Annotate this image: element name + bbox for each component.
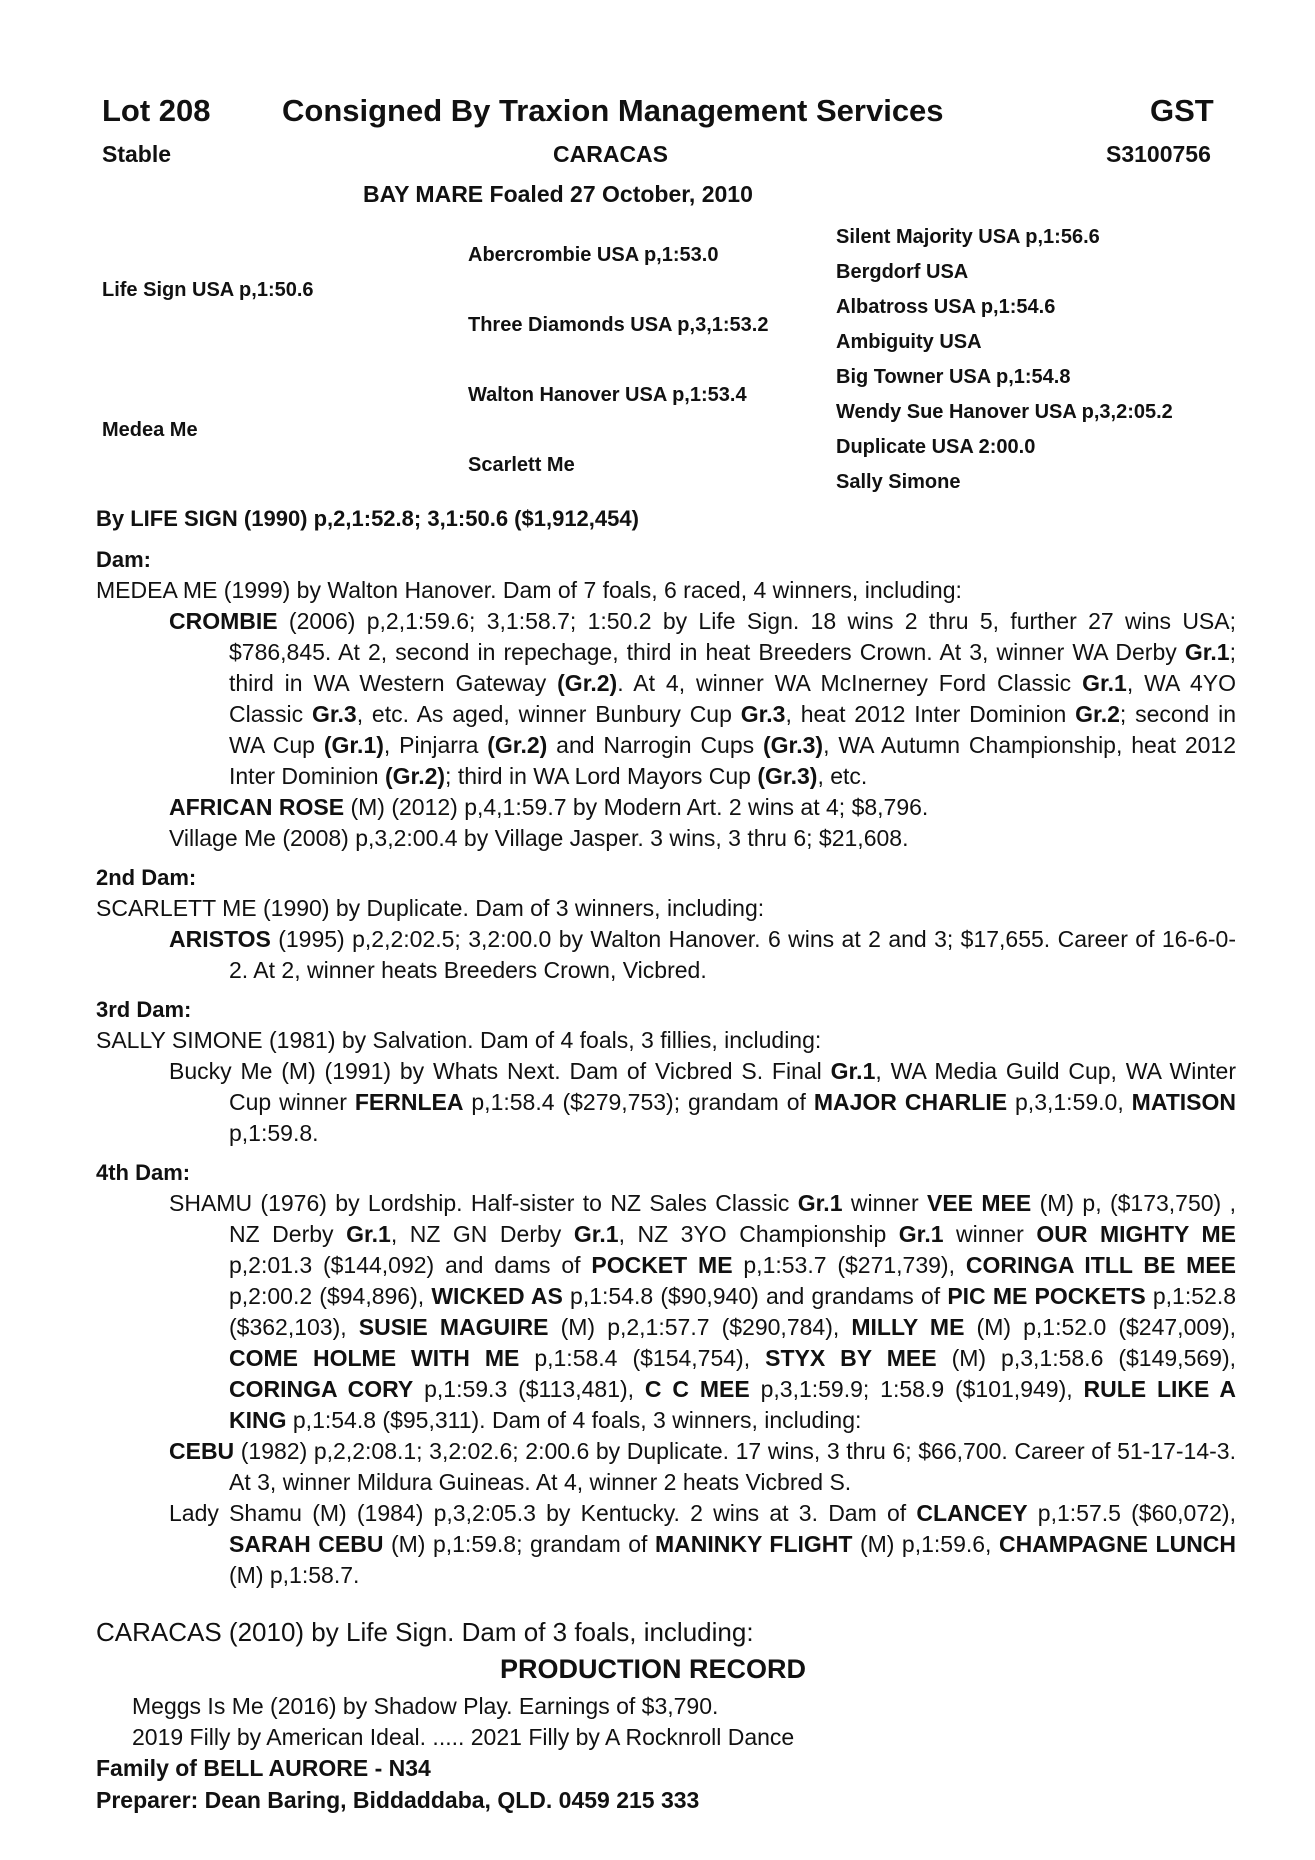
- dam: Medea Me: [102, 419, 198, 441]
- text-run: , NZ GN Derby: [390, 1221, 574, 1247]
- bold-name: CORINGA ITLL BE MEE: [965, 1252, 1237, 1278]
- consignor: Consigned By Traxion Management Services: [282, 93, 944, 128]
- text-run: (M) p, ($173,750) , NZ Derby: [229, 1190, 1236, 1247]
- progeny-bucky-me: Bucky Me (M) (1991) by Whats Next. Dam of Vicbred S. Final Gr.1, WA Media Guild Cup, WA Winter Cup winner FERNLEA p,1:58.4 ($279,753); grandam of MAJOR CHARLIE p,3,1:59.0, MATISON p,1:59.8.: [169, 1058, 1236, 1146]
- bold-name: Gr.1: [573, 1221, 619, 1247]
- progeny-crombie: CROMBIE (2006) p,2,1:59.6; 3,1:58.7; 1:50.2 by Life Sign. 18 wins 2 thru 5, further 27 wins USA; $786,845. At 2, second in repechage, third in heat Breeders Crown. At 3, winner WA Derby Gr.1; third in WA Western Gateway (Gr.2). At 4, winner WA McInerney Ford Classic Gr.1, WA 4YO Classic Gr.3, etc. As aged, winner Bunbury Cup Gr.3, heat 2012 Inter Dominion Gr.2; second in WA Cup (Gr.1), Pinjarra (Gr.2) and Narrogin Cups (Gr.3), WA Autumn Championship, heat 2012 Inter Dominion (Gr.2); third in WA Lord Mayors Cup (Gr.3), etc.: [169, 608, 1237, 789]
- progeny-lady-shamu: [169, 1498, 1237, 1591]
- gen3-5: Big Towner USA p,1:54.8: [836, 366, 1071, 388]
- gen3-7: Duplicate USA 2:00.0: [836, 436, 1036, 458]
- text-run: Lady Shamu (M) (1984) p,3,2:05.3 by Kentucky. 2 wins at 3. Dam of: [169, 1500, 917, 1526]
- second-dam-section: [96, 862, 1236, 986]
- text-run: p,1:53.7 ($271,739),: [732, 1252, 966, 1278]
- bold-name: MILLY ME: [851, 1314, 965, 1340]
- progeny-name: CROMBIE: [169, 608, 278, 634]
- dam-sire: Walton Hanover USA p,1:53.4: [468, 384, 747, 406]
- gen3-1: Silent Majority USA p,1:56.6: [836, 226, 1100, 248]
- preparer-line: Preparer: Dean Baring, Biddaddaba, QLD. 0459 215 333: [96, 1787, 700, 1813]
- horse-code: S3100756: [1106, 141, 1211, 167]
- gen3-2: Bergdorf USA: [836, 261, 969, 283]
- gen3-6: Wendy Sue Hanover USA p,3,2:05.2: [836, 401, 1173, 423]
- text-run: p,1:52.8 ($362,103),: [229, 1283, 1237, 1340]
- sire-sire: Abercrombie USA p,1:53.0: [468, 244, 719, 266]
- gen3-3: Albatross USA p,1:54.6: [836, 296, 1056, 318]
- bold-name: CLANCEY: [916, 1500, 1028, 1526]
- text-run: , NZ 3YO Championship: [618, 1221, 899, 1247]
- second-dam-intro: SCARLETT ME (1990) by Duplicate. Dam of 3 winners, including:: [96, 895, 765, 921]
- third-dam-section: [96, 994, 1236, 1149]
- bold-name: COME HOLME WITH ME: [229, 1345, 520, 1371]
- text-run: p,2:00.2 ($94,896),: [229, 1283, 432, 1309]
- text-run: p,1:54.8 ($90,940) and grandams of: [562, 1283, 948, 1309]
- text-run: (M) p,1:59.8; grandam of: [383, 1531, 655, 1557]
- sire: Life Sign USA p,1:50.6: [102, 279, 314, 301]
- bold-name: Gr.1: [346, 1221, 391, 1247]
- dam-intro: MEDEA ME (1999) by Walton Hanover. Dam of 7 foals, 6 raced, 4 winners, including:: [96, 577, 962, 603]
- sire-dam: Three Diamonds USA p,3,1:53.2: [468, 314, 769, 336]
- dam-heading: Dam:: [96, 547, 152, 572]
- bold-name: CHAMPAGNE LUNCH: [998, 1531, 1237, 1557]
- sire-summary: By LIFE SIGN (1990) p,2,1:52.8; 3,1:50.6 ($1,912,454): [96, 506, 639, 531]
- text-run: (M) p,3,1:58.6 ($149,569),: [936, 1345, 1236, 1371]
- bold-name: WICKED AS: [431, 1283, 563, 1309]
- production-line-2: 2019 Filly by American Ideal. ..... 2021 Filly by A Rocknroll Dance: [132, 1724, 795, 1750]
- family-line: Family of BELL AURORE - N34: [96, 1755, 431, 1781]
- bold-name: VEE MEE: [926, 1190, 1032, 1216]
- fourth-dam-intro: [169, 1188, 1237, 1436]
- bold-name: STYX BY MEE: [765, 1345, 937, 1371]
- horse-name: CARACAS: [553, 141, 668, 167]
- gen3-4: Ambiguity USA: [836, 331, 982, 353]
- text-run: p,1:57.5 ($60,072),: [1027, 1500, 1236, 1526]
- text-run: p,1:58.4 ($154,754),: [519, 1345, 766, 1371]
- text-run: p,3,1:59.9; 1:58.9 ($101,949),: [749, 1376, 1084, 1402]
- text-run: (M) p,1:59.6,: [852, 1531, 999, 1557]
- bold-name: CORINGA CORY: [229, 1376, 414, 1402]
- bold-name: OUR MIGHTY ME: [1036, 1221, 1236, 1247]
- bold-name: PIC ME POCKETS: [947, 1283, 1146, 1309]
- horse-description: BAY MARE Foaled 27 October, 2010: [363, 181, 753, 207]
- dam-dam: Scarlett Me: [468, 454, 575, 476]
- production-line-1: Meggs Is Me (2016) by Shadow Play. Earnings of $3,790.: [132, 1693, 719, 1719]
- bold-name: Gr.1: [898, 1221, 944, 1247]
- dam-section: [96, 544, 1236, 854]
- text-run: winner: [943, 1221, 1037, 1247]
- text-run: p,1:59.3 ($113,481),: [413, 1376, 645, 1402]
- bold-name: RULE LIKE A KING: [229, 1376, 1236, 1433]
- text-run: SHAMU (1976) by Lordship. Half-sister to NZ Sales Classic: [169, 1190, 798, 1216]
- production-intro: CARACAS (2010) by Life Sign. Dam of 3 foals, including:: [96, 1617, 754, 1647]
- third-dam-heading: 3rd Dam:: [96, 997, 192, 1022]
- progeny-cebu: CEBU (1982) p,2,2:08.1; 3,2:02.6; 2:00.6 by Duplicate. 17 wins, 3 thru 6; $66,700. Career of 51-17-14-3. At 3, winner Mildura Guineas. At 4, winner 2 heats Vicbred S.: [169, 1438, 1236, 1495]
- gen3-8: Sally Simone: [836, 471, 961, 493]
- progeny-aristos: ARISTOS (1995) p,2,2:02.5; 3,2:00.0 by Walton Hanover. 6 wins at 2 and 3; $17,655. Career of 16-6-0-2. At 2, winner heats Breeders Crown, Vicbred.: [169, 926, 1236, 983]
- second-dam-heading: 2nd Dam:: [96, 865, 197, 890]
- production-heading: PRODUCTION RECORD: [500, 1654, 807, 1684]
- stable-label: Stable: [102, 141, 172, 167]
- bold-name: SARAH CEBU: [229, 1531, 384, 1557]
- text-run: p,2:01.3 ($144,092) and dams of: [229, 1252, 592, 1278]
- bold-name: C C MEE: [644, 1376, 750, 1402]
- text-run: winner: [842, 1190, 927, 1216]
- progeny-village-me: Village Me (2008) p,3,2:00.4 by Village Jasper. 3 wins, 3 thru 6; $21,608.: [169, 825, 909, 851]
- state-code: GST: [1150, 93, 1214, 128]
- bold-name: MANINKY FLIGHT: [654, 1531, 853, 1557]
- text-run: (M) p,1:52.0 ($247,009),: [964, 1314, 1236, 1340]
- fourth-dam-heading: 4th Dam:: [96, 1160, 191, 1185]
- progeny-african-rose: AFRICAN ROSE (M) (2012) p,4,1:59.7 by Modern Art. 2 wins at 4; $8,796.: [169, 794, 929, 820]
- lot-number: Lot 208: [102, 93, 211, 128]
- text-run: p,1:54.8 ($95,311). Dam of 4 foals, 3 winners, including:: [286, 1407, 862, 1433]
- bold-name: POCKET ME: [591, 1252, 733, 1278]
- text-run: (M) p,2,1:57.7 ($290,784),: [548, 1314, 852, 1340]
- text-run: (M) p,1:58.7.: [229, 1562, 360, 1588]
- bold-name: SUSIE MAGUIRE: [358, 1314, 549, 1340]
- third-dam-intro: SALLY SIMONE (1981) by Salvation. Dam of 4 foals, 3 fillies, including:: [96, 1027, 822, 1053]
- fourth-dam-section: [96, 1157, 1236, 1591]
- bold-name: Gr.1: [797, 1190, 843, 1216]
